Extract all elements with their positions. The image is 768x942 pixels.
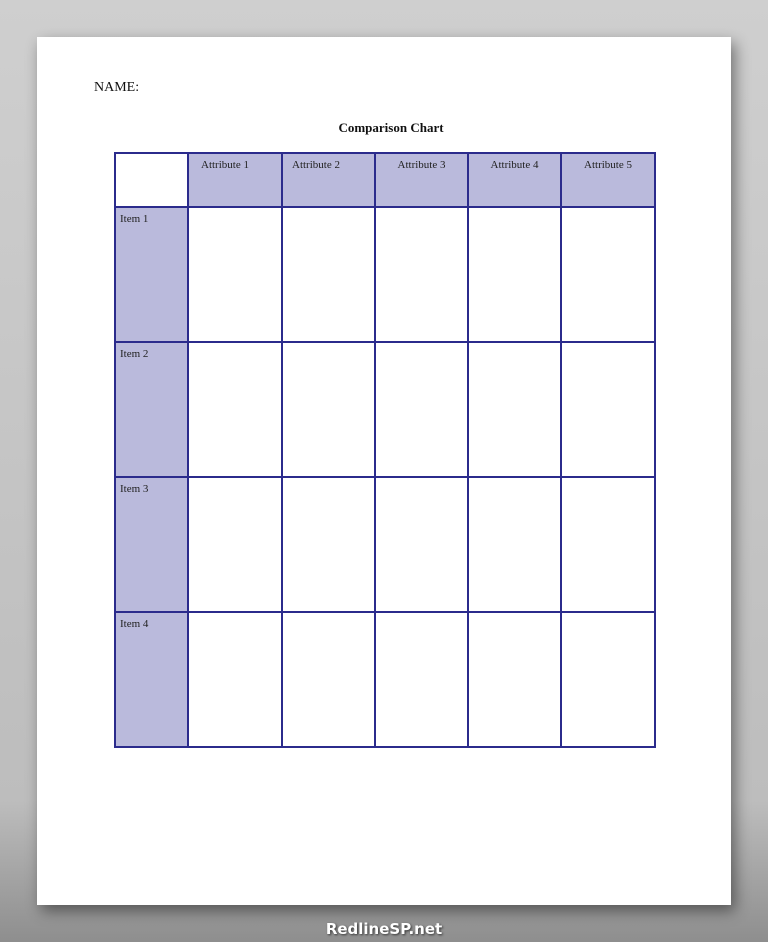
item-label: Item 4 bbox=[115, 612, 188, 747]
table-cell[interactable] bbox=[188, 612, 282, 747]
attribute-header: Attribute 2 bbox=[282, 153, 375, 207]
table-cell[interactable] bbox=[375, 207, 468, 342]
attribute-header: Attribute 4 bbox=[468, 153, 561, 207]
name-label: NAME: bbox=[94, 80, 140, 95]
corner-cell bbox=[115, 153, 188, 207]
table-cell[interactable] bbox=[282, 342, 375, 477]
table-cell[interactable] bbox=[375, 477, 468, 612]
attribute-header: Attribute 1 bbox=[188, 153, 282, 207]
item-label: Item 2 bbox=[115, 342, 188, 477]
table-cell[interactable] bbox=[561, 612, 655, 747]
table-cell[interactable] bbox=[375, 612, 468, 747]
table-cell[interactable] bbox=[282, 612, 375, 747]
table-cell[interactable] bbox=[468, 477, 561, 612]
watermark: RedlineSP.net bbox=[325, 920, 443, 938]
table-cell[interactable] bbox=[561, 207, 655, 342]
attribute-header: Attribute 5 bbox=[561, 153, 655, 207]
table-cell[interactable] bbox=[188, 477, 282, 612]
table-cell[interactable] bbox=[561, 477, 655, 612]
table-row bbox=[115, 342, 655, 477]
item-label: Item 3 bbox=[115, 477, 188, 612]
chart-title: Comparison Chart bbox=[338, 120, 444, 135]
table-row bbox=[115, 477, 655, 612]
comparison-table bbox=[114, 152, 656, 748]
table-row bbox=[115, 612, 655, 747]
table-cell[interactable] bbox=[375, 342, 468, 477]
header-row bbox=[115, 153, 655, 207]
item-label: Item 1 bbox=[115, 207, 188, 342]
table-cell[interactable] bbox=[468, 612, 561, 747]
table-cell[interactable] bbox=[561, 342, 655, 477]
table-cell[interactable] bbox=[188, 342, 282, 477]
table-cell[interactable] bbox=[282, 207, 375, 342]
table-cell[interactable] bbox=[468, 207, 561, 342]
table-cell[interactable] bbox=[468, 342, 561, 477]
attribute-header: Attribute 3 bbox=[375, 153, 468, 207]
table-row bbox=[115, 207, 655, 342]
document-page bbox=[37, 37, 731, 905]
table-cell[interactable] bbox=[282, 477, 375, 612]
table-cell[interactable] bbox=[188, 207, 282, 342]
